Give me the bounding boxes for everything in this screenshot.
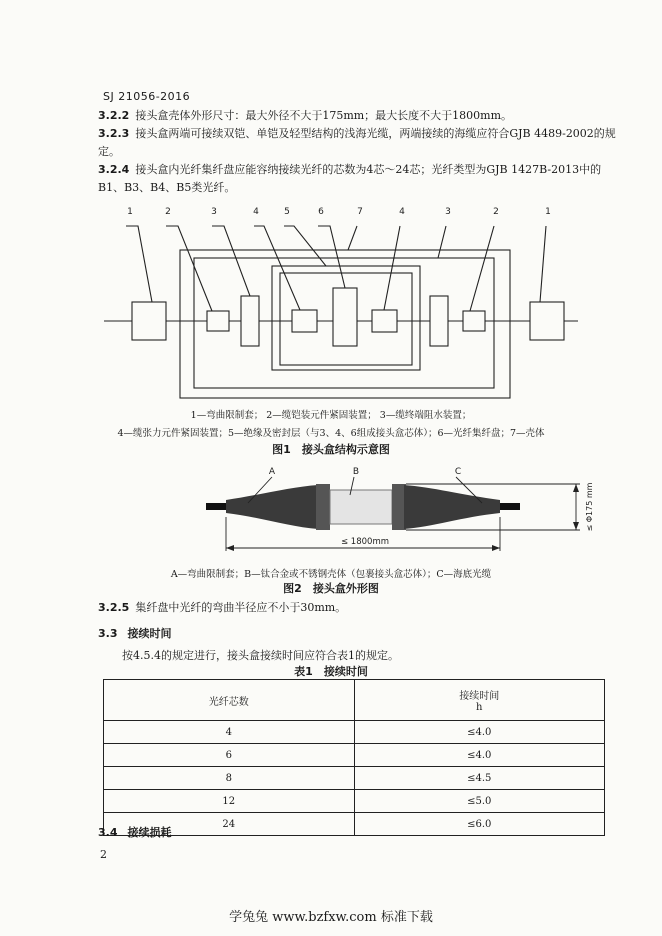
cell-cores: 12 [104,790,355,813]
figure1-label: 1 [127,207,133,217]
section-title: 接续时间 [127,627,172,640]
col-splice-time [354,680,605,721]
figure2-legend: A—弯曲限制套；B—钛合金或不锈钢壳体（包裹接头盒芯体）；C—海底光缆 [170,569,492,580]
col-fiber-cores: 光纤芯数 [104,680,355,721]
figure1-legend-line1: 1—弯曲限制套； 2—缆铠装元件紧固装置； 3—缆终端阻水装置； [190,410,472,421]
col-splice-time-label: 接续时间 [459,691,500,702]
figure2-label: C [454,467,462,477]
figure1-label: 6 [318,207,324,217]
figure2-label: A [268,467,276,477]
clause-text: 接头盒壳体外形尺寸：最大外径不大于175mm；最大长度不大于1800mm。 [135,109,513,122]
section-number: 3.3 [98,627,118,640]
figure1-label: 3 [211,207,217,217]
table-row [104,790,605,813]
cell-time: ≤4.0 [354,744,605,767]
figure1-label: 1 [545,207,551,217]
clause-text: 集纤盘中光纤的弯曲半径应不小于30mm。 [135,601,347,614]
figure1-label: 7 [357,207,363,217]
figure1-label: 4 [253,207,259,217]
cell-cores: 4 [104,721,355,744]
cell-cores: 24 [104,813,355,836]
table1-caption: 表1 接续时间 [294,665,368,678]
table-header-row [104,680,605,721]
cell-cores: 8 [104,767,355,790]
figure1-structure-diagram [0,0,662,420]
clause-number: 3.2.5 [98,601,130,614]
cell-cores: 6 [104,744,355,767]
clause-number: 3.2.2 [98,109,130,122]
col-splice-time-unit: h [476,702,483,713]
figure1-label: 3 [445,207,451,217]
figure1-label: 5 [284,207,290,217]
figure1-caption: 图1 接头盒结构示意图 [272,443,390,456]
page-number: 2 [100,848,107,861]
length-dimension: ≤ 1800mm [340,537,390,547]
table-row [104,721,605,744]
figure2-caption: 图2 接头盒外形图 [283,582,379,595]
clause-text: 接头盒内光纤集纤盘应能容纳接续光纤的芯数为4芯～24芯；光纤类型为GJB 1427B-2013中的B1、B3、B4、B5类光纤。 [98,163,602,194]
diameter-dimension: ≤ Φ175 mm [585,482,594,532]
splicing-time-table [103,679,605,836]
figure1-label: 2 [493,207,499,217]
figure2-outline-drawing [0,455,662,575]
clause-text: 接头盒两端可接续双铠、单铠及轻型结构的浅海光缆，两端接续的海缆应符合GJB 4489-2002的规定。 [98,127,616,158]
section-3-3-intro: 按4.5.4的规定进行，接头盒接续时间应符合表1的规定。 [122,649,399,662]
clause-number: 3.2.3 [98,127,130,140]
cell-time: ≤4.5 [354,767,605,790]
section-title: 接续损耗 [127,826,172,839]
section-3-4-heading [98,824,172,840]
cell-time: ≤4.0 [354,721,605,744]
figure1-label: 2 [165,207,171,217]
clause-3-2-5 [98,599,618,617]
section-number: 3.4 [98,826,118,839]
figure1-legend-line2: 4—缆张力元件紧固装置；5—绝缘及密封层（与3、4、6组成接头盒芯体）；6—光纤集纤盘；7—壳体 [117,428,545,439]
cell-time: ≤5.0 [354,790,605,813]
figure2-label: B [352,467,360,477]
document-number: SJ 21056-2016 [103,90,191,103]
table-row [104,813,605,836]
figure1-label: 4 [399,207,405,217]
table-row [104,767,605,790]
table-row [104,744,605,767]
footer-watermark-text: 学兔兔 www.bzfxw.com 标准下载 [229,910,433,925]
cell-time: ≤6.0 [354,813,605,836]
clause-number: 3.2.4 [98,163,130,176]
section-3-3-heading [98,625,172,641]
